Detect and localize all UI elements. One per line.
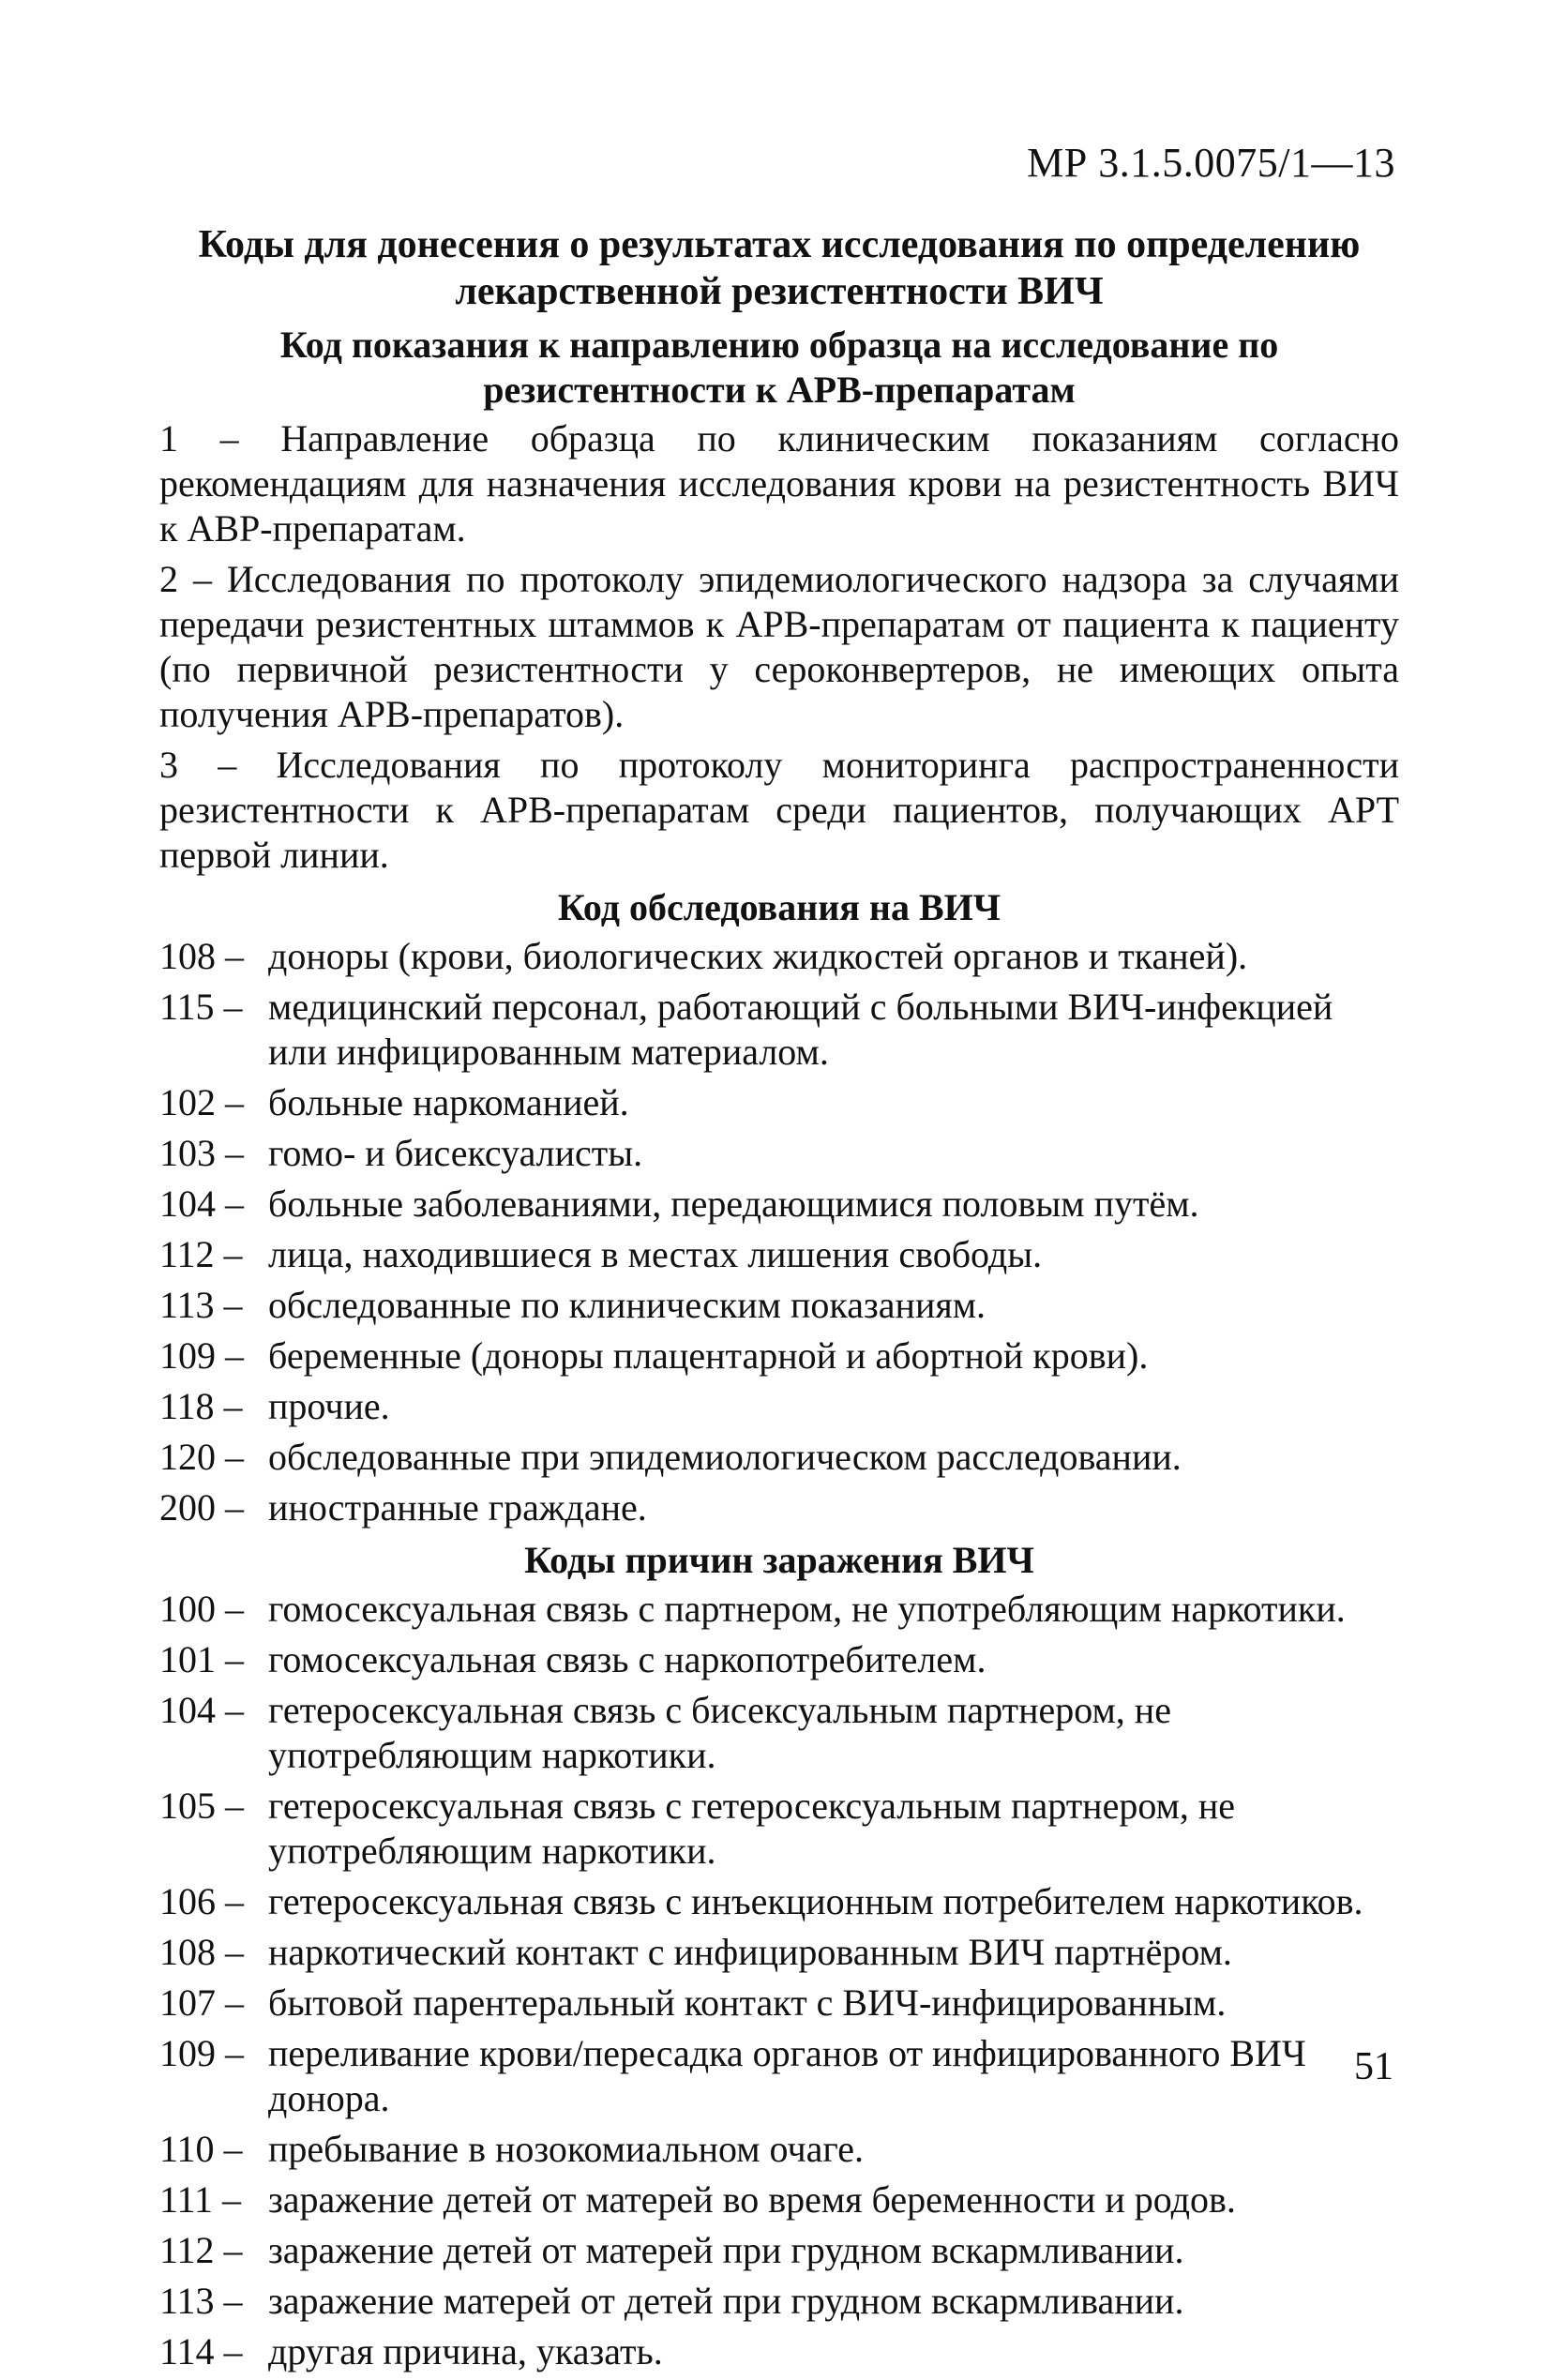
exam-code-item bbox=[159, 985, 1399, 1075]
exam-code-item bbox=[159, 1131, 1399, 1176]
code-text: наркотический контакт с инфицированным ВИЧ партнёром. bbox=[268, 1931, 1232, 1973]
exam-code-item bbox=[159, 1435, 1399, 1480]
infection-code-item bbox=[159, 1981, 1399, 2026]
infection-code-item bbox=[159, 1879, 1399, 1924]
code-number: 118 – bbox=[159, 1385, 243, 1427]
code-number: 109 – bbox=[159, 2032, 244, 2074]
exam-code-item bbox=[159, 1333, 1399, 1378]
code-number: 104 – bbox=[159, 1182, 244, 1225]
code-number: 101 – bbox=[159, 1638, 244, 1680]
exam-code-item bbox=[159, 934, 1399, 979]
code-number: 102 – bbox=[159, 1081, 244, 1123]
code-text: гетеросексуальная связь с бисексуальным партнером, не употребляющим наркотики. bbox=[268, 1689, 1171, 1776]
code-number: 114 – bbox=[159, 2330, 243, 2372]
exam-code-item bbox=[159, 1485, 1399, 1530]
code-text: гетеросексуальная связь с гетеросексуальным партнером, не употребляющим наркотики. bbox=[268, 1785, 1236, 1872]
infection-code-item bbox=[159, 1688, 1399, 1778]
code-text: прочие. bbox=[268, 1385, 390, 1427]
code-text: иностранные граждане. bbox=[268, 1486, 647, 1529]
code-text: беременные (доноры плацентарной и абортной крови). bbox=[268, 1334, 1149, 1377]
code-number: 108 – bbox=[159, 935, 244, 977]
code-text: обследованные по клиническим показаниям. bbox=[268, 1284, 986, 1326]
infection-code-item bbox=[159, 1930, 1399, 1975]
page-content bbox=[159, 221, 1399, 2380]
code-number: 112 – bbox=[159, 1233, 243, 1275]
infection-code-item bbox=[159, 2031, 1399, 2121]
infection-code-item bbox=[159, 1587, 1399, 1632]
referral-item: 1 – Направление образца по клиническим показаниям согласно рекомендациям для назначения исследования крови на резистентность ВИЧ к АВР-препаратам. bbox=[159, 417, 1399, 550]
code-text: больные наркоманией. bbox=[268, 1081, 629, 1123]
code-number: 105 – bbox=[159, 1785, 244, 1827]
infection-code-item bbox=[159, 1637, 1399, 1682]
referral-item: 3 – Исследования по протоколу мониторинга распространенности резистентности к АРВ-препаратам среди пациентов, получающих АРТ первой линии. bbox=[159, 744, 1399, 876]
document-code: МР 3.1.5.0075/1—13 bbox=[1027, 140, 1395, 186]
section-heading-referral: Код показания к направлению образца на исследование по резистентности к АРВ-препаратам bbox=[279, 324, 1279, 411]
exam-code-item bbox=[159, 1182, 1399, 1227]
code-text: переливание крови/пересадка органов от инфицированного ВИЧ донора. bbox=[268, 2032, 1306, 2119]
code-text: пребывание в нозокомиальном очаге. bbox=[268, 2128, 865, 2170]
infection-code-item bbox=[159, 2279, 1399, 2324]
exam-code-item bbox=[159, 1232, 1399, 1277]
code-text: другая причина, указать. bbox=[268, 2330, 663, 2372]
code-number: 108 – bbox=[159, 1931, 244, 1973]
infection-code-item bbox=[159, 2329, 1399, 2374]
referral-item: 2 – Исследования по протоколу эпидемиологического надзора за случаями передачи резистентных штаммов к АРВ-препаратам от пациента к пациенту (по первичной резистентности у сероконвертеров, не имеющих опыта получения АРВ-препаратов). bbox=[159, 558, 1399, 735]
code-text: гомо- и бисексуалисты. bbox=[268, 1132, 643, 1174]
infection-code-item bbox=[159, 2177, 1399, 2222]
code-text: заражение детей от матерей при грудном вскармливании. bbox=[268, 2229, 1184, 2271]
code-number: 113 – bbox=[159, 2280, 243, 2322]
code-number: 120 – bbox=[159, 1436, 244, 1478]
exam-code-item bbox=[159, 1080, 1399, 1125]
exam-code-item bbox=[159, 1283, 1399, 1328]
section-heading-exam: Код обследования на ВИЧ bbox=[557, 886, 1001, 928]
infection-code-item bbox=[159, 2127, 1399, 2172]
page-title: Коды для донесения о результатах исследования по определению лекарственной резистентности ВИЧ bbox=[198, 223, 1361, 313]
code-number: 110 – bbox=[159, 2128, 243, 2170]
code-text: гетеросексуальная связь с инъекционным потребителем наркотиков. bbox=[268, 1880, 1363, 1922]
code-text: гомосексуальная связь с партнером, не употребляющим наркотики. bbox=[268, 1588, 1346, 1630]
code-text: бытовой парентеральный контакт с ВИЧ-инфицированным. bbox=[268, 1981, 1227, 2024]
code-text: медицинский персонал, работающий с больными ВИЧ-инфекцией или инфицированным материалом. bbox=[268, 986, 1333, 1073]
code-number: 103 – bbox=[159, 1132, 244, 1174]
exam-code-item bbox=[159, 1384, 1399, 1429]
code-number: 113 – bbox=[159, 1284, 243, 1326]
code-number: 104 – bbox=[159, 1689, 244, 1731]
code-number: 100 – bbox=[159, 1588, 244, 1630]
code-number: 106 – bbox=[159, 1880, 244, 1922]
code-text: обследованные при эпидемиологическом расследовании. bbox=[268, 1436, 1182, 1478]
section-heading-infection: Коды причин заражения ВИЧ bbox=[524, 1539, 1034, 1581]
code-number: 109 – bbox=[159, 1334, 244, 1377]
code-text: лица, находившиеся в местах лишения свободы. bbox=[268, 1233, 1043, 1275]
code-number: 200 – bbox=[159, 1486, 244, 1529]
code-number: 107 – bbox=[159, 1981, 244, 2024]
page-number: 51 bbox=[1354, 2045, 1393, 2088]
code-text: заражение детей от матерей во время беременности и родов. bbox=[268, 2178, 1236, 2221]
infection-code-item bbox=[159, 2228, 1399, 2273]
code-text: больные заболеваниями, передающимися половым путём. bbox=[268, 1182, 1199, 1225]
code-number: 115 – bbox=[159, 986, 243, 1028]
code-number: 112 – bbox=[159, 2229, 243, 2271]
infection-code-item bbox=[159, 1784, 1399, 1874]
code-text: гомосексуальная связь с наркопотребителем. bbox=[268, 1638, 986, 1680]
code-text: доноры (крови, биологических жидкостей органов и тканей). bbox=[268, 935, 1248, 977]
code-number: 111 – bbox=[159, 2178, 242, 2221]
code-text: заражение матерей от детей при грудном вскармливании. bbox=[268, 2280, 1184, 2322]
